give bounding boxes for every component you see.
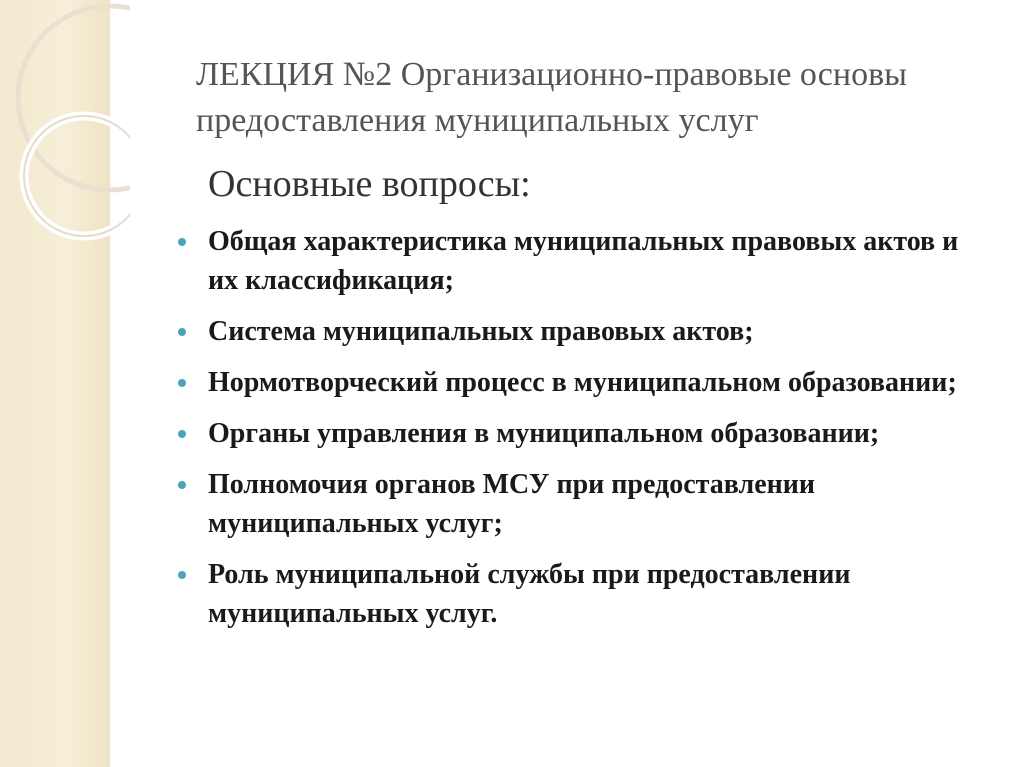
bullet-dot-icon [178,379,186,387]
section-subtitle: Основные вопросы: [208,163,531,205]
white-ring-outline [24,116,130,236]
list-item [174,555,994,633]
list-item-text: Нормотворческий процесс в муниципальном образовании; [208,367,957,398]
decorative-circles [0,0,130,260]
list-item-text: Система муниципальных правовых актов; [208,316,754,347]
list-item-text: Общая характеристика муниципальных правовых актов и их классификация; [208,226,959,296]
bullet-dot-icon [178,328,186,336]
list-item-text: Роль муниципальной службы при предоставлении муниципальных услуг. [208,559,851,629]
bullet-dot-icon [178,571,186,579]
list-item [174,363,994,402]
list-item [174,222,994,300]
list-item [174,312,994,351]
bullet-dot-icon [178,238,186,246]
slide-title: ЛЕКЦИЯ №2 Организационно-правовые основы предоставления муниципальных услуг [196,56,907,139]
question-list [174,222,994,645]
bullet-dot-icon [178,481,186,489]
list-item [174,465,994,543]
large-ring [18,6,130,190]
list-item-text: Полномочия органов МСУ при предоставлении муниципальных услуг; [208,469,816,539]
list-item-text: Органы управления в муниципальном образовании; [208,418,880,449]
bullet-dot-icon [178,430,186,438]
list-item [174,414,994,453]
